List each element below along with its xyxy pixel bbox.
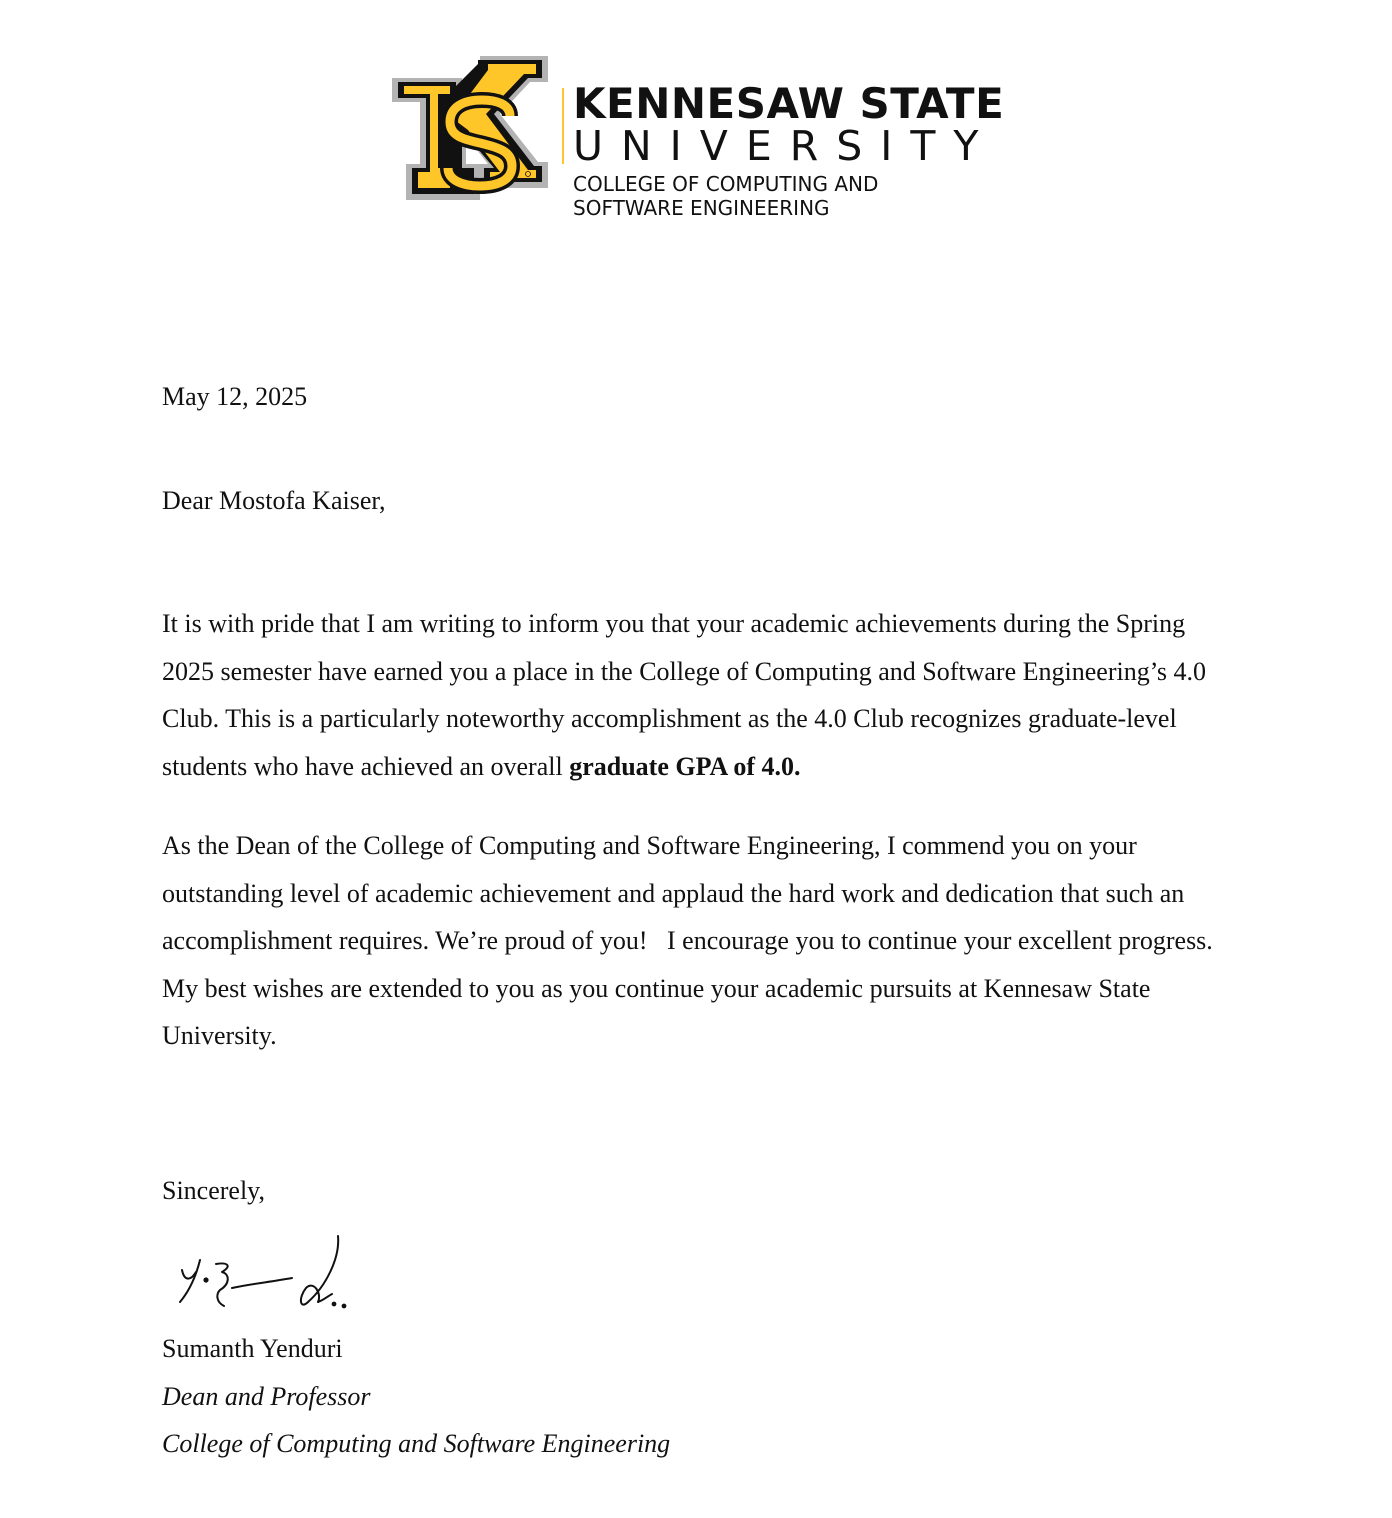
paragraph-1-text: It is with pride that I am writing to inform you that your academic achievements during the Spring 2025 semester have earned you a place in the College of Computing and Software Engineering’s 4.0 Club. This is a particularly noteworthy accomplishment as the 4.0 Club recognizes graduate-level students who have achieved an overall: [162, 609, 1207, 781]
signer-title: Dean and Professor: [162, 1382, 371, 1411]
brand-divider: [562, 88, 564, 164]
university-name-light: UNIVERSITY: [573, 122, 997, 170]
salutation: Dear Mostofa Kaiser,: [162, 486, 386, 515]
gpa-highlight: graduate GPA of 4.0.: [569, 751, 801, 781]
signer-name: Sumanth Yenduri: [162, 1334, 343, 1363]
signer-department: College of Computing and Software Engineering: [162, 1429, 671, 1458]
closing: Sincerely,: [162, 1176, 265, 1205]
college-name-line2: SOFTWARE ENGINEERING: [573, 196, 830, 220]
signature-icon: [170, 1228, 350, 1314]
letterhead: [392, 52, 1012, 220]
ks-logo-icon: [392, 52, 552, 208]
paragraph-2: As the Dean of the College of Computing and Software Engineering, I commend you on your outstanding level of academic achievement and applaud the hard work and dedication that such an accomplishment requires. We’re proud of you! I encourage you to continue your excellent progress. My best wishes are extended to you as you continue your academic pursuits at Kennesaw State University.: [162, 831, 1220, 1050]
paragraph-1: [162, 600, 1222, 790]
letter-date: May 12, 2025: [162, 382, 308, 411]
brand-wordmark: [573, 80, 1004, 220]
university-name-bold: KENNESAW STATE: [573, 79, 1005, 128]
college-name-line1: COLLEGE OF COMPUTING AND: [573, 172, 879, 196]
